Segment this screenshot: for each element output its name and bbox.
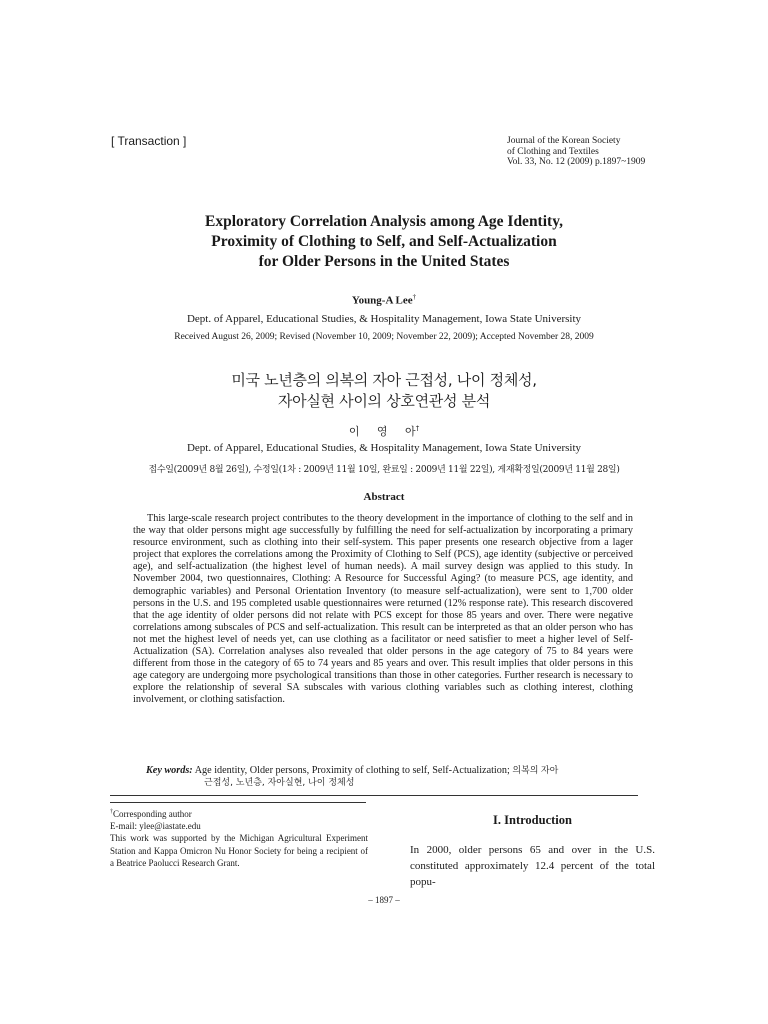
- footnote: [110, 806, 368, 869]
- journal-line: Journal of the Korean Society: [507, 136, 621, 146]
- korean-author-mark: †: [415, 424, 420, 433]
- author-mark: †: [412, 293, 417, 301]
- affiliation: Dept. of Apparel, Educational Studies, & Hospitality Management, Iowa State University: [186, 313, 582, 325]
- keywords-label: Key words:: [146, 765, 193, 776]
- author-email: E-mail: ylee@iastate.edu: [110, 821, 201, 832]
- article-type-tag: [ Transaction ]: [111, 134, 187, 148]
- abstract-text: This large-scale research project contributes to the theory development in the importance of clothing to the self and in the way that older persons might age successfully by fulfilling the need for self-actualization by incorporating a primary resource environment, such as clothing into their self-system. This paper presents one research objective from a lager project that explores the correlations among the Proximity of Clothing to Self (PCS), age identity (subjective or perceived age), and self-actualization (the highest level of human needs). A mail survey design was applied to this study. In November 2004, two questionnaires, Clothing: A Resource for Successful Aging? (to measure PCS, age identity, and demographic variables) and Personal Orientation Inventory (to measure self-actualization), were sent to 1,700 older persons in the U.S. and 195 completed usable questionnaires were returned (12% response rate). This research discovered that the age identity of older persons did not relate with PCS except for those 85 years and over. There were negative correlations among subscales of PCS and self-actualization. This result can be interpreted as that an older person who has not met the highest level of needs yet, can use clothing as a facilitator or need satisfier to meet a higher level of Self-Actualization (SA). Correlation analyses also revealed that older persons in the age category of 75 to 84 years were different from those in the category of 65 to 74 years and 85 years and over. This result implies that older persons in this age category are undergoing more psychological transitions than those in other categories. Further research is necessary to explore the relationship of several SA subscales with various clothing variables such as clothing interest, clothing involvement, or clothing satisfaction.: [133, 513, 633, 706]
- journal-line: Vol. 33, No. 12 (2009) p.1897~1909: [507, 157, 646, 167]
- korean-author: [0, 423, 768, 439]
- page-number: – 1897 –: [368, 895, 400, 905]
- korean-submission-dates: 접수일(2009년 8월 26일), 수정일(1차 : 2009년 11월 10일, 완료일 : 2009년 11월 22일), 게재확정일(2009년 11월 28일): [148, 465, 620, 475]
- title-line: Proximity of Clothing to Self, and Self-Actualization: [211, 233, 557, 250]
- abstract-heading: Abstract: [363, 491, 405, 503]
- keywords-korean-start: 의복의 자아: [512, 765, 559, 775]
- keywords-korean: 근접성, 노년층, 자아실현, 나이 정체성: [204, 778, 355, 788]
- title-line: Exploratory Correlation Analysis among Age Identity,: [205, 213, 563, 230]
- paper-title: [60, 212, 708, 272]
- title-line: for Older Persons in the United States: [258, 253, 510, 270]
- footnote-mark: †: [110, 809, 113, 815]
- section-divider: [110, 795, 638, 796]
- author-name: Young-A Lee: [351, 294, 413, 307]
- korean-title-line: 자아실현 사이의 상호연관성 분석: [277, 392, 491, 410]
- introduction-heading: I. Introduction: [493, 813, 572, 827]
- footnote-divider: [110, 802, 366, 803]
- submission-dates: Received August 26, 2009; Revised (November 10, 2009; November 22, 2009); Accepted November 28, 2009: [174, 332, 594, 342]
- journal-info: [507, 136, 645, 168]
- introduction-text: In 2000, older persons 65 and over in the U.S. constituted approximately 12.4 percent of the total popu-: [410, 844, 655, 888]
- korean-author-name: 이 영 아: [348, 425, 416, 438]
- journal-line: of Clothing and Textiles: [507, 146, 599, 157]
- corresponding-author: Corresponding author: [113, 809, 192, 819]
- keywords-english: Age identity, Older persons, Proximity of clothing to self, Self-Actualization;: [194, 765, 510, 776]
- korean-title: [60, 370, 708, 412]
- korean-title-line: 미국 노년층의 의복의 자아 근접성, 나이 정체성,: [231, 371, 537, 389]
- keywords: [146, 764, 636, 790]
- funding-note: This work was supported by the Michigan Agricultural Experiment Station and Kappa Omicron Nu Honor Society for being a recipient of a Beatrice Paolucci Research Grant.: [110, 833, 368, 868]
- author: [0, 293, 768, 307]
- korean-affiliation: Dept. of Apparel, Educational Studies, & Hospitality Management, Iowa State University: [186, 442, 582, 454]
